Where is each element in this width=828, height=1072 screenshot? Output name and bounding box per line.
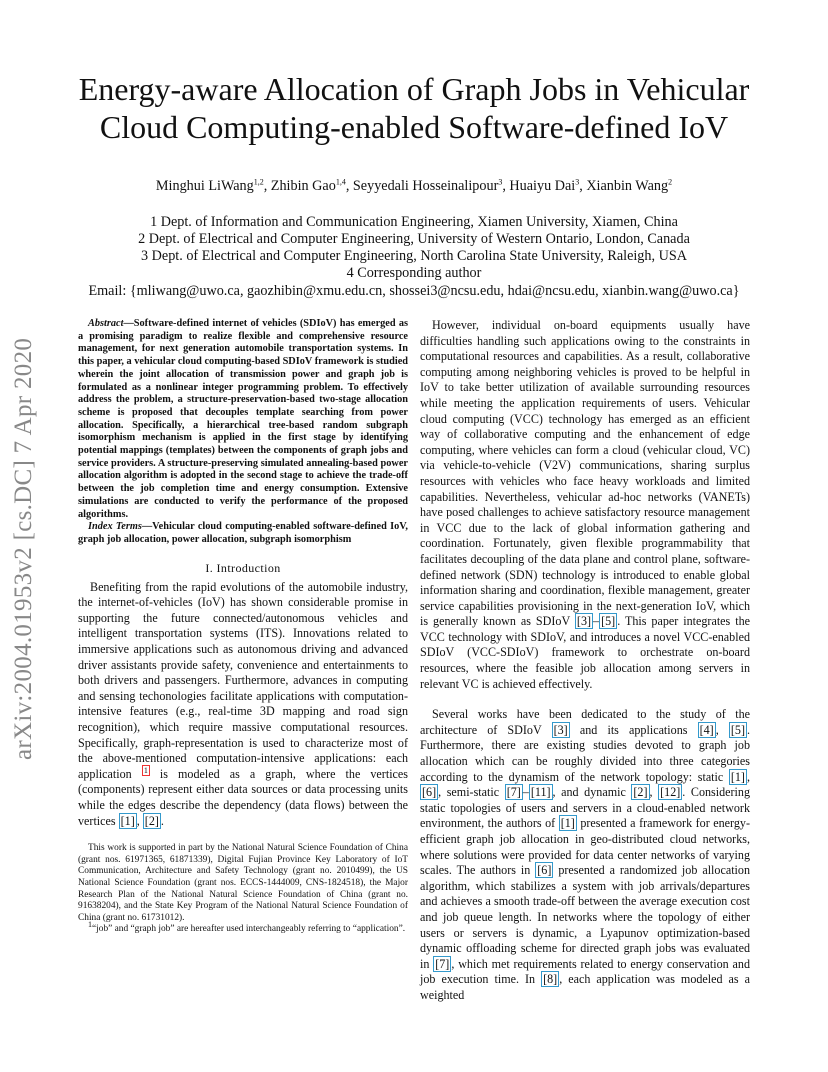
paragraph-text: , <box>136 813 143 828</box>
paragraph-text: , semi-static <box>438 785 505 800</box>
author-name: Xianbin Wang <box>586 178 669 194</box>
email-line: Email: {mliwang@uwo.ca, gaozhibin@xmu.edu.cn, shossei3@ncsu.edu, hdai@ncsu.edu, xianbin.wang@uwo.ca} <box>88 283 740 299</box>
paragraph-text: presented a framework for energy-efficient graph job allocation in geo-distributed cloud networks, where solutions were provided for data center networks of varying scales. The authors in <box>420 816 750 878</box>
author-name: Minghui LiWang <box>155 178 254 194</box>
paragraph-text: , each application was modeled as a weighted <box>420 972 750 1002</box>
paper-title <box>40 70 788 146</box>
paragraph <box>420 707 750 1003</box>
citation-link[interactable]: [1] <box>730 769 745 784</box>
citation-link[interactable]: [6] <box>537 863 552 878</box>
paragraph-text: is modeled as a graph, where the vertices (components) represent either data sources or data processing units while the edges describe the dependency (data flows) between the vertices <box>78 766 408 828</box>
paragraph-text: . <box>160 813 164 828</box>
author-affil-sup: 3 <box>575 177 580 187</box>
paragraph-text: , which met requirements related to energy conservation and job execution time. In <box>420 956 750 987</box>
paragraph-text: – <box>593 614 600 629</box>
paragraph-text: , <box>715 722 729 737</box>
abstract-label: Abstract <box>88 318 124 329</box>
author-affil-sup: 1,4 <box>335 177 346 187</box>
citation-link[interactable]: [2] <box>144 813 159 828</box>
citation-link[interactable]: [12] <box>660 785 681 800</box>
paragraph-text: . Considering static topologies of users and servers in a cloud-enabled network environment, the authors of <box>420 785 751 831</box>
abstract-block <box>78 318 408 547</box>
intro-left-body <box>78 580 408 830</box>
paragraph-text: , <box>746 769 750 784</box>
citation-link[interactable]: [7] <box>506 785 521 800</box>
funding-footnote: This work is supported in part by the National Natural Science Foundation of China (grant nos. 61971365, 61871339), Digital Fujian Province Key Laboratory of IoT Communication, Architecture and Safety Technology (grant no. 2010499), the US National Science Foundation (grant nos. ECCS-1444009, CNS-1824518), the Major Research Plan of the National Natural Science Foundation of China (grant no. 91638204), and the State Key Program of the National Natural Science Foundation of China (grant no. 61731012). <box>78 843 408 923</box>
footnote-mark: 1 <box>88 920 92 930</box>
affiliation-line: 4 Corresponding author <box>346 265 482 281</box>
paragraph-text: , and dynamic <box>552 785 632 800</box>
paragraph-text: . Furthermore, there are existing studies devoted to graph job allocation which can be roughly divided into three categories according to the dynamism of the network topology: static <box>420 722 751 784</box>
index-terms-text: —Vehicular cloud computing-enabled software-defined IoV, graph job allocation, power allocation, subgraph isomorphism <box>78 521 408 545</box>
paragraph-text: , <box>649 785 659 800</box>
arxiv-identifier: arXiv:2004.01953v2 [cs.DC] 7 Apr 2020 <box>10 337 37 760</box>
citation-link[interactable]: [3] <box>576 614 592 629</box>
author-name: Seyyedali Hosseinalipour <box>352 178 499 194</box>
footnote-text: “job” and “graph job” are hereafter used interchangeably referring to “application”. <box>92 924 406 935</box>
paragraph-text: . This paper integrates the VCC technology with SDIoV, and introduces a novel VCC-enabled SDIoV (VCC-SDIoV) framework to orchestrate on-board resources, where the feasible job allocation among servers in relevant VC is achieved effectively. <box>420 614 750 691</box>
citation-link[interactable]: [2] <box>633 785 648 800</box>
affiliation-line: 2 Dept. of Electrical and Computer Engineering, University of Western Ontario, London, Canada <box>138 231 690 247</box>
footnotes <box>78 843 408 936</box>
citation-link[interactable]: [5] <box>601 614 616 629</box>
author-affil-sup: 2 <box>668 177 673 187</box>
citation-link[interactable]: [1] <box>120 813 135 828</box>
title-line-1: Energy-aware Allocation of Graph Jobs in Vehicular <box>78 71 750 107</box>
paragraph-text: Benefiting from the rapid evolutions of the automobile industry, the internet-of-vehicles (IoV) has shown considerable promise in supporting the future connected/autonomous vehicles and intelligent transportation systems (ITS). Innovations related to immersive applications such as autonomous driving and advanced driver assistants provide safety, convenience and entertainments to both drivers and passengers. Furthermore, advances in computing and sensing techonologies facilitate applications with computation-intensive features (e.g., real-time 3D mapping and road sign recognition), which require massive computational resources. Specifically, graph-representation is used to characterize most of the above-mentioned computation-intensive applications: each application <box>78 579 408 781</box>
author-name: Zhibin Gao <box>270 178 336 194</box>
citation-link[interactable]: [7] <box>435 956 450 971</box>
citation-link[interactable]: [6] <box>422 785 437 800</box>
paragraph-text: Several works have been dedicated to the study of the architecture of SDIoV <box>420 707 750 737</box>
affiliation-list <box>40 214 788 282</box>
right-column <box>420 318 750 1004</box>
citation-link[interactable]: [11] <box>530 785 551 800</box>
citation-link[interactable]: [3] <box>553 722 568 737</box>
author-name: Huaiyu Dai <box>509 178 576 194</box>
index-terms-label: Index Terms <box>88 521 142 533</box>
title-line-2: Cloud Computing-enabled Software-defined IoV <box>99 109 729 145</box>
paragraph-text: and its applications <box>569 722 698 737</box>
author-list: Minghui LiWang$^{1,2}$, Zhibin Gao$^{1,4}$, Seyyedali Hosseinalipour$^3$, Huaiyu Dai$^3$, Xianbin Wang$^2$ <box>155 177 673 194</box>
affiliation-line: 1 Dept. of Information and Communication Engineering, Xiamen University, Xiamen, China <box>150 214 678 230</box>
section-heading-introduction: I. Introduction <box>205 560 281 575</box>
citation-link[interactable]: [8] <box>543 972 558 987</box>
footnote-link[interactable]: 1 <box>143 765 148 775</box>
citation-link[interactable]: [1] <box>560 816 575 831</box>
author-affil-sup: 1,2 <box>253 177 264 187</box>
paragraph <box>420 318 750 692</box>
paragraph-text: – <box>522 785 529 800</box>
abstract-text: —Software-defined internet of vehicles (SDIoV) has emerged as a promising paradigm to realize flexible and comprehensive resource management, for next generation automobile transportation systems. In this paper, a vehicular cloud computing-based SDIoV framework is studied wherein the joint allocation of transmission power and graph job is formulated as a nonlinear integer programming problem. To effectively address the problem, a structure-preservation-based two-stage allocation scheme is proposed that decouples template searching from power allocation. Specifically, a hierarchical tree-based random subgraph isomorphism mechanism is applied in the first stage by identifying potential mappings (templates) between the components of graph jobs and service providers. A structure-preserving simulated annealing-based power allocation algorithm is adopted in the second stage to achieve the trade-off between the job completion time and energy consumption. Extensive simulations are conducted to verify the performance of the proposed algorithms. <box>78 318 408 520</box>
citation-link[interactable]: [4] <box>699 722 714 737</box>
paragraph-text: presented a randomized job allocation algorithm, which stabilizes a system with job arrivals/departures and achieves a smooth trade-off between the average execution cost and job queue length. In networks where the topology of either users or servers is dynamic, a Lyapunov optimization-based dynamic offloading scheme for directed graph jobs was evaluated in <box>420 863 751 971</box>
author-affil-sup: 3 <box>498 177 503 187</box>
paragraph-text: However, individual on-board equipments usually have difficulties handling such applications owing to the constraints in computational resources and capabilities. As a result, collaborative computing among neighboring vehicles is proved to be helpful in IoV to take better utilization of available surrounding resources while meeting the application requirements of users. Vehicular cloud computing (VCC) technology has emerged as an efficient way of collaborative computing and the enhancement of edge computing, where vehicles can form a cloud (vehicular cloud, VC) via vehicle-to-vehicle (V2V) communications, sharing surplus resources with vehicles who face heavy workloads and limited capabilities. Nevertheless, vehicular ad-hoc networks (VANETs) have posed challenges to achieve satisfactory resource management in VCC due to the lack of global information gathering and coordination. Fortunately, given flexible programmability that facilitates decoupling of the data plane and control plane, software-defined network (SDN) technology is introduced to enable global information sharing and coordination, flexible management, greater service capabilities provisioning in the next-generation IoV, which is generally known as SDIoV <box>420 318 750 629</box>
citation-link[interactable]: [5] <box>730 722 745 737</box>
intro-right-body <box>420 318 750 1004</box>
affiliation-line: 3 Dept. of Electrical and Computer Engineering, North Carolina State University, Raleigh, USA <box>141 248 687 264</box>
left-column <box>78 318 408 936</box>
